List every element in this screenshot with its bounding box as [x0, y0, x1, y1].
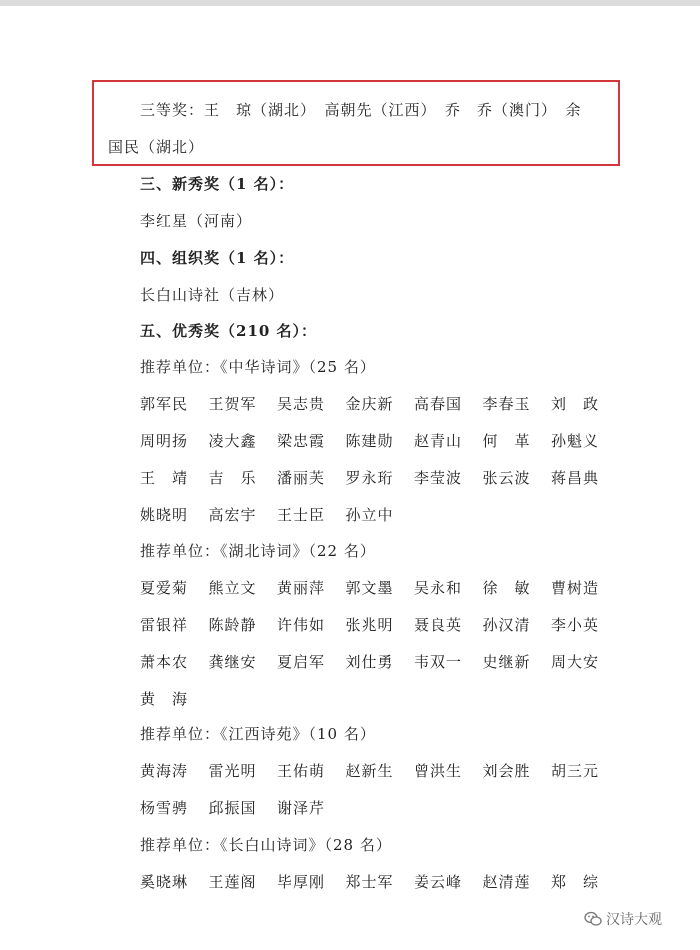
winner-name: 史继新 [482, 653, 531, 671]
winner-name: 王贺军 [208, 395, 257, 413]
winner-name: 刘会胜 [482, 762, 531, 780]
winner-name: 孙汉清 [482, 616, 531, 634]
winner-name: 姚晓明 [140, 506, 189, 524]
winner-name: 罗永珩 [345, 469, 394, 487]
winner-name: 萧本农 [140, 653, 189, 671]
watermark [584, 908, 662, 930]
recommendation-unit: 推荐单位：《中华诗词》（25 名） [140, 358, 376, 376]
winner-name: 郑士军 [345, 873, 394, 891]
winner-name: 陈建勋 [345, 432, 394, 450]
winner-name: 雷光明 [208, 762, 257, 780]
new-talent-heading: 三、新秀奖（1 名）： [140, 175, 295, 193]
winner-name: 李春玉 [482, 395, 531, 413]
winner-name: 周大安 [551, 653, 600, 671]
winner-name: 张兆明 [345, 616, 394, 634]
winner-name: 夏爱菊 [140, 579, 189, 597]
organization-winner: 长白山诗社（吉林） [140, 286, 285, 304]
winner-name: 龚继安 [208, 653, 257, 671]
winner-name: 李莹波 [414, 469, 463, 487]
winner-name: 孙立中 [345, 506, 394, 524]
third-prize-line-2: 国民（湖北） [108, 138, 205, 156]
winner-name: 王佑萌 [277, 762, 326, 780]
winner-name: 吴永和 [414, 579, 463, 597]
winner-name: 雷银祥 [140, 616, 189, 634]
winner-name: 许伟如 [277, 616, 326, 634]
winner-name: 曹树造 [551, 579, 600, 597]
third-prize-line-1: 三等奖：王 琼（湖北） 高朝先（江西） 乔 乔（澳门） 余 [140, 101, 582, 119]
winner-name: 姜云峰 [414, 873, 463, 891]
recommendation-unit: 推荐单位：《湖北诗词》（22 名） [140, 542, 376, 560]
winner-name: 郑 综 [551, 873, 600, 891]
winner-name: 曾洪生 [414, 762, 463, 780]
winner-name: 李小英 [551, 616, 600, 634]
winner-name: 赵青山 [414, 432, 463, 450]
winner-name: 黄海涛 [140, 762, 189, 780]
winner-name: 王士臣 [277, 506, 326, 524]
winner-name: 徐 敏 [482, 579, 531, 597]
winner-name: 周明扬 [140, 432, 189, 450]
winner-name: 蒋昌典 [551, 469, 600, 487]
new-talent-winner: 李红星（河南） [140, 212, 253, 230]
winner-name: 张云波 [482, 469, 531, 487]
winner-name: 刘 政 [551, 395, 600, 413]
winner-name: 赵新生 [345, 762, 394, 780]
winner-name: 郭文墨 [345, 579, 394, 597]
winner-name: 吉 乐 [208, 469, 257, 487]
winner-name: 奚晓琳 [140, 873, 189, 891]
winner-name: 高春国 [414, 395, 463, 413]
winner-name: 潘丽芙 [277, 469, 326, 487]
winner-name: 邱振国 [208, 799, 257, 817]
winner-name: 孙魁义 [551, 432, 600, 450]
wechat-icon [584, 911, 602, 927]
winner-name: 黄 海 [140, 690, 189, 708]
winner-name: 谢泽芹 [277, 799, 326, 817]
winner-name: 聂良英 [414, 616, 463, 634]
winner-name: 杨雪骋 [140, 799, 189, 817]
winner-name: 黄丽萍 [277, 579, 326, 597]
winner-name: 吴志贵 [277, 395, 326, 413]
winner-name: 毕厚刚 [277, 873, 326, 891]
winner-name: 刘仕勇 [345, 653, 394, 671]
winner-name: 高宏宇 [208, 506, 257, 524]
winner-name: 熊立文 [208, 579, 257, 597]
winner-name: 胡三元 [551, 762, 600, 780]
winner-name: 韦双一 [414, 653, 463, 671]
winner-name: 金庆新 [345, 395, 394, 413]
excellent-heading: 五、优秀奖（210 名）： [140, 322, 318, 340]
winner-name: 王莲阁 [208, 873, 257, 891]
watermark-text: 汉诗大观 [606, 912, 662, 928]
organization-heading: 四、组织奖（1 名）： [140, 249, 295, 267]
winner-name: 王 靖 [140, 469, 189, 487]
winner-name: 夏启军 [277, 653, 326, 671]
recommendation-unit: 推荐单位：《长白山诗词》（28 名） [140, 836, 392, 854]
winner-name: 郭军民 [140, 395, 189, 413]
winner-name: 凌大鑫 [208, 432, 257, 450]
winner-name: 何 革 [482, 432, 531, 450]
winner-name: 赵清莲 [482, 873, 531, 891]
winner-name: 陈龄静 [208, 616, 257, 634]
recommendation-unit: 推荐单位：《江西诗苑》（10 名） [140, 725, 376, 743]
winner-name: 梁忠霞 [277, 432, 326, 450]
